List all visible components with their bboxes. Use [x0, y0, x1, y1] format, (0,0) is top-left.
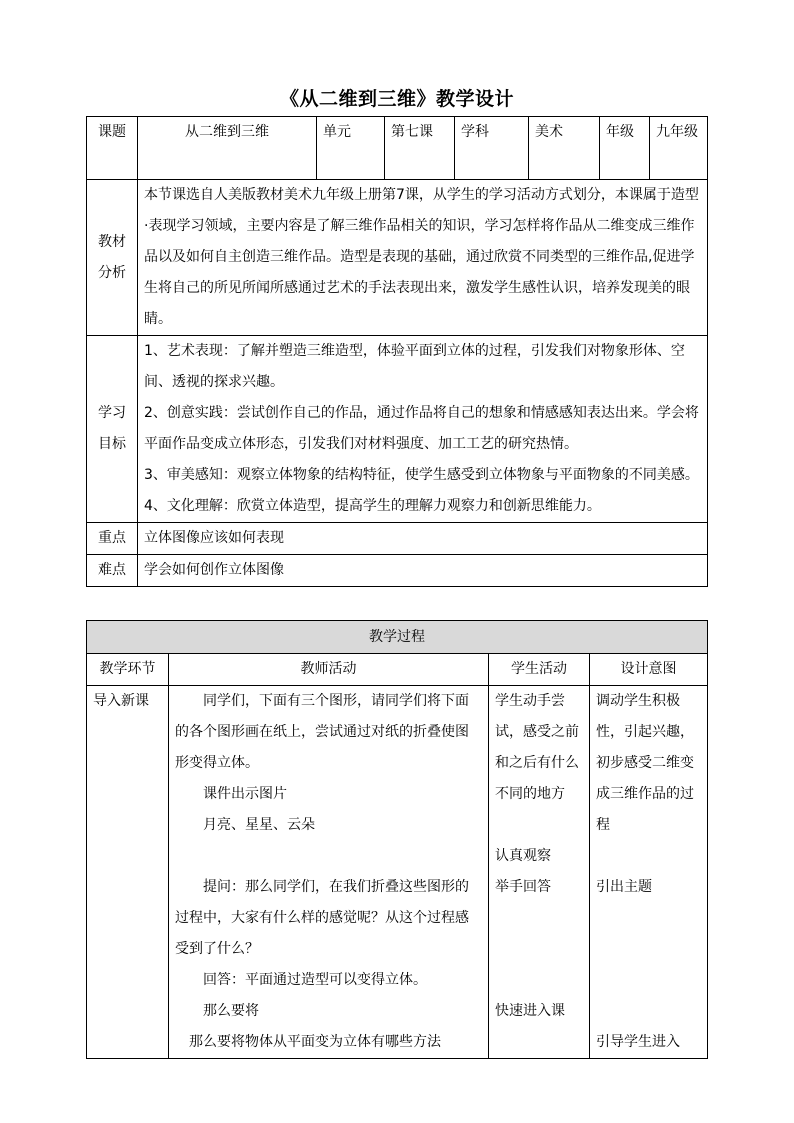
- page-title: 《从二维到三维》教学设计: [279, 88, 514, 110]
- student-line: 快速进入课: [495, 1003, 565, 1019]
- difficulty-row: [87, 555, 708, 587]
- key-point-label: 重点: [87, 523, 138, 555]
- spacer: [596, 934, 701, 965]
- spacer: [596, 965, 701, 996]
- column-header-student: 学生活动: [489, 654, 590, 686]
- subject-label: 学科: [455, 117, 529, 180]
- spacer: [596, 996, 701, 1027]
- intro-design-intent: [590, 686, 708, 1059]
- difficulty-label: 难点: [87, 555, 138, 587]
- teacher-line: 同学们，下面有三个图形，请同学们将下面的各个图形画在纸上，尝试通过对纸的折叠使图形变得立体。: [175, 693, 469, 771]
- teacher-line: 月亮、星星、云朵: [203, 817, 315, 833]
- process-table: [86, 620, 708, 1059]
- student-line: 认真观察: [495, 848, 551, 864]
- process-columns-row: [87, 654, 708, 686]
- material-label: 教材分析: [87, 180, 138, 336]
- objectives-list: [138, 336, 708, 523]
- material-text: 本节课选自人美版教材美术九年级上册第7课，从学生的学习活动方式划分，本课属于造型·表现学习领域，主要内容是了解三维作品相关的知识，学习怎样将作品从二维变成三维作品以及如何自主创造三维作品。造型是表现的基础，通过欣赏不同类型的三维作品,促进学生将自己的所见所闻所感通过艺术的手法表现出来，激发学生感性认识，培养发现美的眼睛。: [138, 180, 708, 336]
- intro-row: [87, 686, 708, 1059]
- teacher-line: 提问：那么同学们，在我们折叠这些图形的过程中，大家有什么样的感觉呢？从这个过程感受到了什么？: [175, 879, 469, 957]
- topic-label: 课题: [87, 117, 138, 180]
- info-table: [86, 116, 708, 587]
- student-line: 学生动手尝试，感受之前和之后有什么不同的地方: [495, 693, 579, 802]
- unit-value: 第七课: [385, 117, 455, 180]
- spacer: [495, 965, 583, 996]
- objective-item: 4、文化理解：欣赏立体造型，提高学生的理解力观察力和创新思维能力。: [144, 498, 601, 514]
- grade-value: 九年级: [650, 117, 708, 180]
- objectives-label: 学习目标: [87, 336, 138, 523]
- spacer: [495, 934, 583, 965]
- objective-item: 1、艺术表现：了解并塑造三维造型，体验平面到立体的过程，引发我们对物象形体、空间、透视的探求兴趣。: [144, 343, 685, 390]
- teacher-line: 那么要将物体从平面变为立体有哪些方法: [189, 1034, 441, 1050]
- objectives-row: [87, 336, 708, 523]
- difficulty-text: 学会如何创作立体图像: [138, 555, 708, 587]
- intro-stage: 导入新课: [87, 686, 169, 1059]
- unit-label: 单元: [317, 117, 385, 180]
- objective-item: 2、创意实践：尝试创作自己的作品，通过作品将自己的想象和情感感知表达出来。学会将平面作品变成立体形态，引发我们对材料强度、加工工艺的研究热情。: [144, 405, 699, 452]
- key-point-text: 立体图像应该如何表现: [138, 523, 708, 555]
- spacer: [596, 903, 701, 934]
- intent-line: 引导学生进入: [596, 1034, 680, 1050]
- objective-item: 3、审美感知：观察立体物象的结构特征，使学生感受到立体物象与平面物象的不同美感。: [144, 467, 699, 483]
- process-header: 教学过程: [87, 621, 708, 654]
- column-header-teacher: 教师活动: [169, 654, 489, 686]
- intro-student-activity: [489, 686, 590, 1059]
- spacer: [175, 841, 482, 872]
- intro-teacher-activity: [169, 686, 489, 1059]
- material-row: [87, 180, 708, 336]
- spacer: [596, 841, 701, 872]
- teacher-line: 课件出示图片: [203, 786, 287, 802]
- teacher-line: 那么要将: [203, 1003, 259, 1019]
- teacher-line: 回答：平面通过造型可以变得立体。: [203, 972, 427, 988]
- subject-value: 美术: [529, 117, 600, 180]
- intent-line: 引出主题: [596, 879, 652, 895]
- column-header-intent: 设计意图: [590, 654, 708, 686]
- spacer: [495, 810, 583, 841]
- info-row: [87, 117, 708, 180]
- topic-value: 从二维到三维: [138, 117, 317, 180]
- spacer: [495, 903, 583, 934]
- process-header-row: [87, 621, 708, 654]
- grade-label: 年级: [600, 117, 650, 180]
- column-header-stage: 教学环节: [87, 654, 169, 686]
- intent-line: 调动学生积极性，引起兴趣，初步感受二维变成三维作品的过程: [596, 693, 694, 833]
- key-point-row: [87, 523, 708, 555]
- student-line: 举手回答: [495, 879, 551, 895]
